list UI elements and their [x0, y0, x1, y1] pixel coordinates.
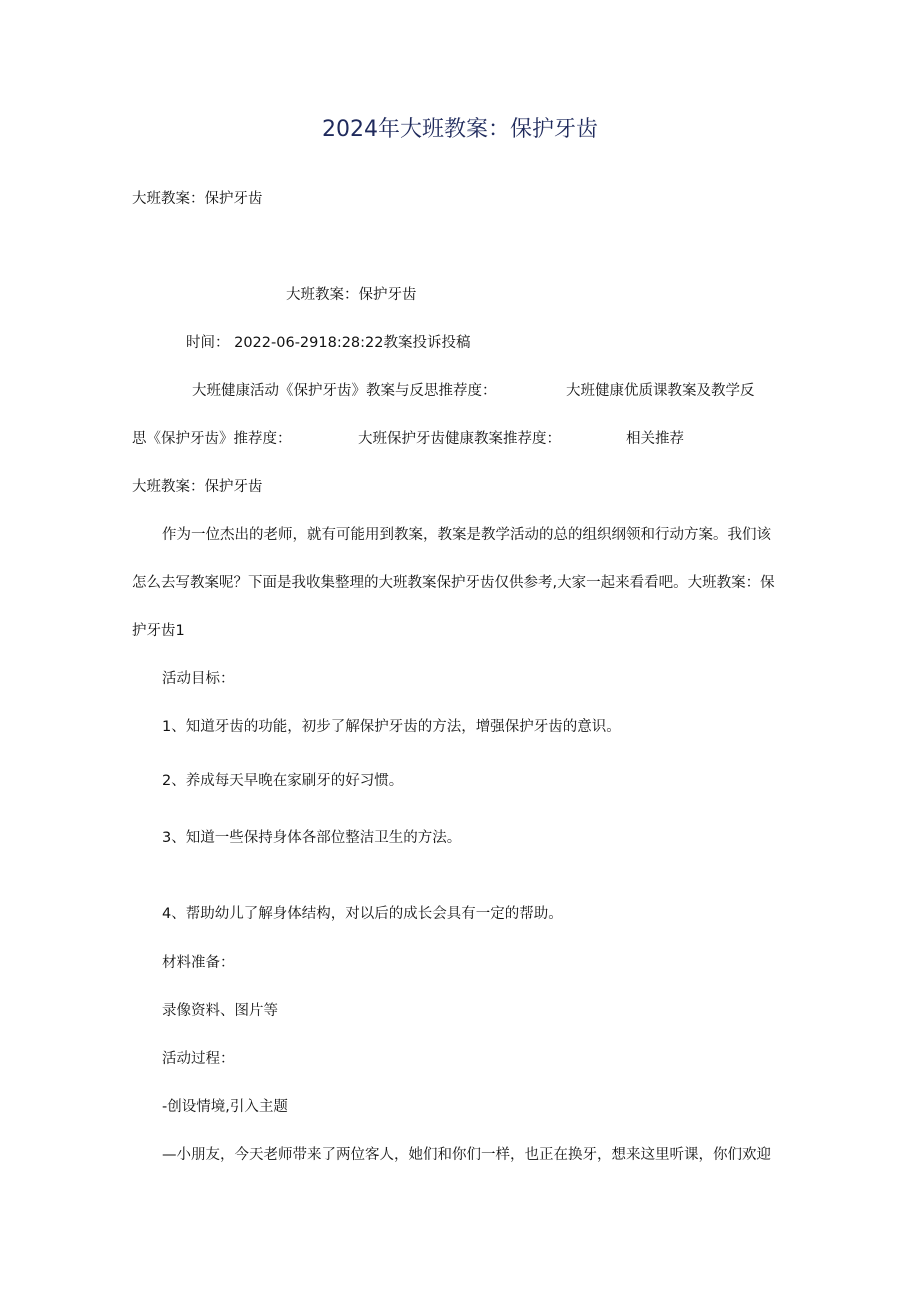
goal-item-2: 2、养成每天早晚在家刷牙的好习惯。 [162, 773, 404, 789]
subtitle-line: 大班教案：保护牙齿 [132, 191, 263, 207]
section-heading: 大班教案：保护牙齿 [132, 479, 263, 495]
article-time: 时间： 2022-06-2918:28:22教案投诉投稿 [186, 335, 471, 351]
intro-paragraph-line-1: 作为一位杰出的老师，就有可能用到教案，教案是教学活动的总的组织纲领和行动方案。我们该 [162, 527, 771, 543]
goal-item-3: 3、知道一些保持身体各部位整洁卫生的方法。 [162, 830, 462, 846]
goal-item-1: 1、知道牙齿的功能，初步了解保护牙齿的方法，增强保护牙齿的意识。 [162, 719, 621, 735]
intro-paragraph-line-2: 怎么去写教案呢？下面是我收集整理的大班教案保护牙齿仅供参考,大家一起来看看吧。大班教案：保 [132, 575, 775, 591]
related-link-1[interactable]: 大班健康活动《保护牙齿》教案与反思推荐度： [192, 383, 497, 399]
materials-heading: 材料准备： [162, 955, 235, 971]
process-step-1: -创设情境,引入主题 [162, 1099, 288, 1115]
intro-paragraph-line-3: 护牙齿1 [132, 623, 185, 639]
process-dialogue: —小朋友，今天老师带来了两位客人，她们和你们一样，也正在换牙，想来这里听课，你们欢迎 [162, 1147, 771, 1163]
goals-heading: 活动目标： [162, 671, 235, 687]
related-recommend-label: 相关推荐 [626, 431, 684, 447]
related-link-2[interactable]: 大班健康优质课教案及教学反 [566, 383, 755, 399]
related-link-3[interactable]: 大班保护牙齿健康教案推荐度： [358, 431, 561, 447]
process-heading: 活动过程： [162, 1051, 235, 1067]
document-title: 2024年大班教案：保护牙齿 [322, 117, 598, 142]
materials-list: 录像资料、图片等 [162, 1003, 278, 1019]
related-link-2-cont[interactable]: 思《保护牙齿》推荐度： [132, 431, 292, 447]
goal-item-4: 4、帮助幼儿了解身体结构，对以后的成长会具有一定的帮助。 [162, 906, 563, 922]
article-heading: 大班教案：保护牙齿 [286, 287, 417, 303]
